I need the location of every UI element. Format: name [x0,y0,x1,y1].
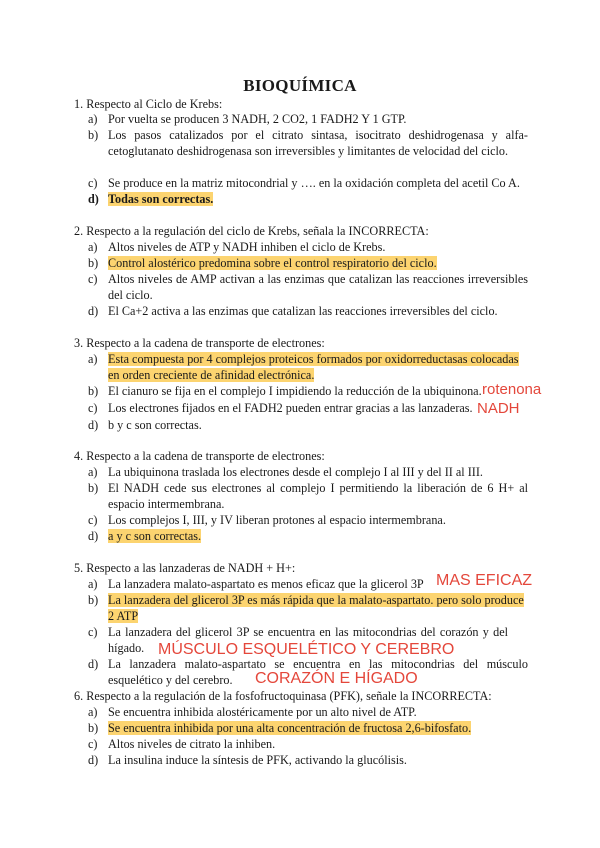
option-text: Los complejos I, III, y IV liberan protones al espacio intermembrana. [108,513,446,527]
option-text: El cianuro se fija en el complejo I impidiendo la reducción de la ubiquinona. [108,384,482,398]
question-3-option-d [88,418,528,434]
option-label: d) [88,304,99,318]
option-label: d) [88,529,99,543]
question-6-stem: 6. Respecto a la regulación de la fosfofructoquinasa (PFK), señale la INCORRECTA: [74,689,492,703]
option-label: a) [88,240,98,254]
option-text: La lanzadera malato-aspartato se encuentra en las mitocondrias del músculo esquelético y del cerebro. [108,657,528,687]
option-label: a) [88,465,98,479]
option-text: Altos niveles de AMP activan a las enzimas que catalizan las reacciones irreversibles del ciclo. [108,272,528,302]
option-label: a) [88,112,98,126]
option-label: c) [88,176,98,190]
option-label: a) [88,352,98,366]
option-label: b) [88,128,99,142]
question-1-option-a [88,112,528,128]
option-label: d) [88,418,99,432]
option-text: Altos niveles de ATP y NADH inhiben el ciclo de Krebs. [108,240,386,254]
option-text: La ubiquinona traslada los electrones desde el complejo I al III y del II al III. [108,465,483,479]
question-6-option-c [88,737,528,753]
question-6-option-a [88,705,528,721]
option-label: c) [88,737,98,751]
question-3-option-c [88,401,528,417]
option-text: La insulina induce la síntesis de PFK, activando la glucólisis. [108,753,407,767]
question-2-stem: 2. Respecto a la regulación del ciclo de Krebs, señala la INCORRECTA: [74,224,429,238]
question-1-stem: 1. Respecto al Ciclo de Krebs: [74,97,223,111]
option-text: La lanzadera malato-aspartato es menos eficaz que la glicerol 3P [108,577,424,591]
question-3-option-a [88,352,528,383]
option-label: b) [88,256,99,270]
option-label: b) [88,481,99,495]
option-text: La lanzadera del glicerol 3P es más rápida que la malato-aspartato. pero solo produce 2 ATP [108,593,524,623]
option-text: Se encuentra inhibida por una alta concentración de fructosa 2,6-bifosfato. [108,721,472,735]
question-4-option-c [88,513,528,529]
question-4-option-b [88,481,528,512]
option-label: c) [88,625,98,639]
option-text: Los electrones fijados en el FADH2 pueden entrar gracias a las lanzaderas. [108,401,473,415]
option-text: El Ca+2 activa a las enzimas que catalizan las reacciones irreversibles del ciclo. [108,304,498,318]
option-label: a) [88,705,98,719]
question-2-option-c [88,272,528,303]
option-text: Control alostérico predomina sobre el control respiratorio del ciclo. [108,256,437,270]
option-text: Se encuentra inhibida alostéricamente por un alto nivel de ATP. [108,705,417,719]
annotation-corazon-higado: CORAZÓN E HÍGADO [255,670,418,687]
question-2-option-a [88,240,528,256]
option-label: a) [88,577,98,591]
option-label: b) [88,593,99,607]
question-3-stem: 3. Respecto a la cadena de transporte de electrones: [74,336,325,350]
option-label: d) [88,657,99,671]
option-text: Los pasos catalizados por el citrato sintasa, isocitrato deshidrogenasa y alfa-cetoglutanato deshidrogenasa son irreversibles y limitantes de velocidad del ciclo. [108,128,528,158]
question-3-option-b [88,384,528,400]
annotation-rotenona: rotenona [482,381,542,398]
option-label: d) [88,753,99,767]
question-1-option-d [88,192,528,208]
option-text: El NADH cede sus electrones al complejo I permitiendo la liberación de 6 H+ al espacio intermembrana. [108,481,528,511]
question-6-option-b [88,721,528,737]
option-label: c) [88,272,98,286]
option-text: Por vuelta se producen 3 NADH, 2 CO2, 1 FADH2 Y 1 GTP. [108,112,407,126]
option-label: d) [88,192,99,206]
option-text: La lanzadera del glicerol 3P se encuentra en las mitocondrias del corazón y del hígado. [108,625,508,655]
question-4-option-d [88,529,528,545]
annotation-mas-eficaz: MAS EFICAZ [436,572,533,589]
option-label: c) [88,401,98,415]
option-label: b) [88,721,99,735]
option-text: Esta compuesta por 4 complejos proteicos formados por oxidorreductasas colocadas en orden creciente de afinidad electrónica. [108,352,519,382]
question-4-stem: 4. Respecto a la cadena de transporte de electrones: [74,449,325,463]
question-2-option-b [88,256,528,272]
document-title: BIOQUÍMICA [243,76,357,95]
option-text: a y c son correctas. [108,529,202,543]
option-text: Todas son correctas. [108,192,214,206]
annotation-nadh: NADH [477,400,520,417]
question-5-option-b [88,593,528,624]
question-5-stem: 5. Respecto a las lanzaderas de NADH + H+: [74,561,296,575]
question-1-option-b [88,128,528,159]
option-text: Se produce en la matriz mitocondrial y …. en la oxidación completa del acetil Co A. [108,176,520,190]
option-label: c) [88,513,98,527]
question-1-option-c [88,176,528,192]
annotation-musculo-esqueletico: MÚSCULO ESQUELÉTICO Y CEREBRO [158,641,455,658]
option-label: b) [88,384,99,398]
question-6-option-d [88,753,528,769]
question-2-option-d [88,304,528,320]
option-text: Altos niveles de citrato la inhiben. [108,737,276,751]
option-text: b y c son correctas. [108,418,202,432]
question-4-option-a [88,465,528,481]
